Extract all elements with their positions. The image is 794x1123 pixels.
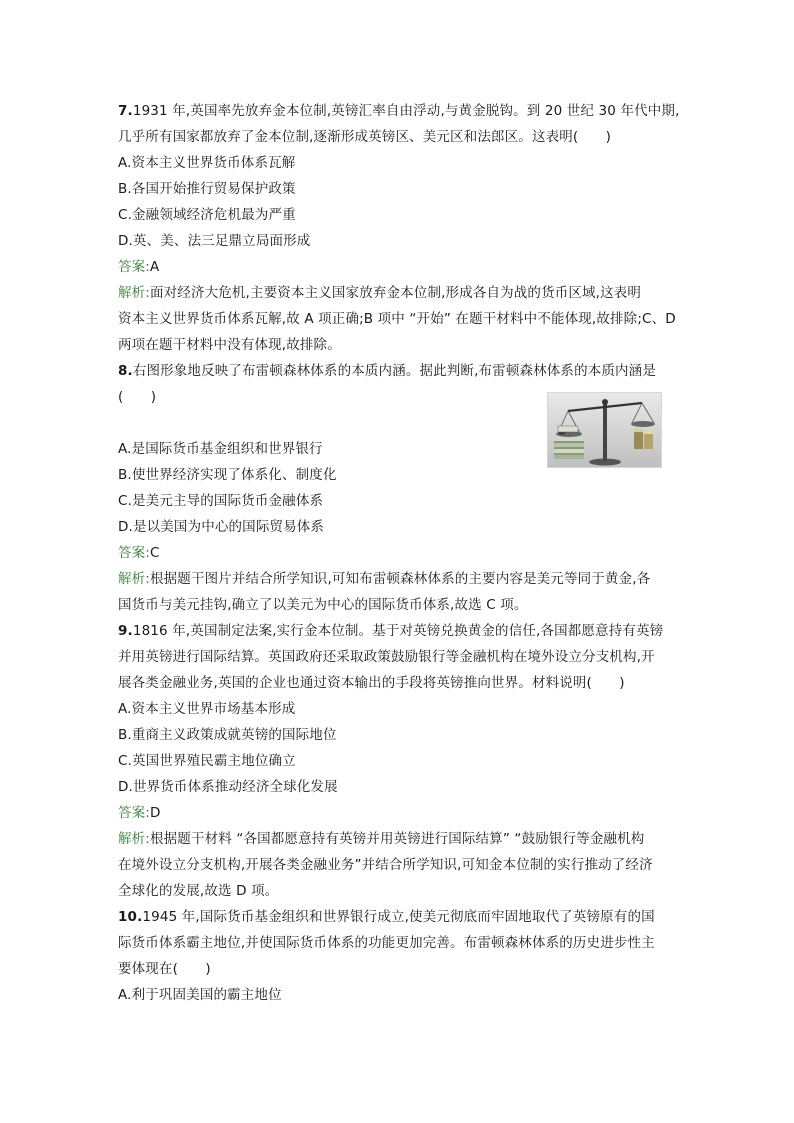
q7-explanation-line-1 [118,280,641,306]
q9-stem-line-2: 并用英镑进行国际结算。英国政府还采取政策鼓励银行等金融机构在境外设立分支机构,开 [118,649,655,665]
q9-option-b: B.重商主义政策成就英镑的国际地位 [118,727,337,743]
q9-option-a: A.资本主义世界市场基本形成 [118,701,296,717]
q8-answer [118,540,160,566]
q9-explanation-text-1: 根据题干材料 “各国都愿意持有英镑并用英镑进行国际结算” “鼓励银行等金融机构 [150,831,645,847]
q9-stem-text-1: 1816 年,英国制定法案,实行金本位制。基于对英镑兑换黄金的信任,各国都愿意持有英镑 [132,623,664,639]
q10-option-a: A.利于巩固美国的霸主地位 [118,987,282,1003]
q10-stem-line-2: 际货币体系霸主地位,并使国际货币体系的功能更加完善。布雷顿森林体系的历史进步性主 [118,935,655,951]
q9-number: 9. [118,623,133,639]
q7-answer-value: A [150,259,160,275]
q8-answer-value: C [150,545,160,561]
q8-option-b: B.使世界经济实现了体系化、制度化 [118,467,337,483]
q9-stem-line-3: 展各类金融业务,英国的企业也通过资本输出的手段将英镑推向世界。材料说明( ) [118,675,625,691]
q7-answer-label: 答案: [118,259,150,275]
q10-stem-line-1 [118,904,655,930]
q7-stem-line-2: 几乎所有国家都放弃了金本位制,逐渐形成英镑区、美元区和法郎区。这表明( ) [118,129,612,145]
q9-answer-value: D [150,805,161,821]
q7-option-a: A.资本主义世界货币体系瓦解 [118,155,296,171]
q7-option-d: D.英、美、法三足鼎立局面形成 [118,233,311,249]
q8-answer-label: 答案: [118,545,150,561]
q9-option-d: D.世界货币体系推动经济全球化发展 [118,779,338,795]
q8-option-c: C.是美元主导的国际货币金融体系 [118,493,324,509]
q7-option-b: B.各国开始推行贸易保护政策 [118,181,296,197]
q8-explanation-line-2: 国货币与美元挂钩,确立了以美元为中心的国际货币体系,故选 C 项。 [118,597,528,613]
q9-stem-line-1 [118,618,663,644]
q8-number: 8. [118,363,133,379]
q10-stem-text-1: 1945 年,国际货币基金组织和世界银行成立,使美元彻底而牢固地取代了英镑原有的国 [142,909,655,925]
q8-stem-line-2: ( ) [118,389,157,405]
q9-explanation-line-1 [118,826,644,852]
q10-stem-line-3: 要体现在( ) [118,961,211,977]
q7-explanation-line-2: 资本主义世界货币体系瓦解,故 A 项正确;B 项中 “开始” 在题干材料中不能体现,故排除;C、D [118,311,676,327]
q7-explanation-label: 解析: [118,285,150,301]
q7-stem-text-1: 1931 年,英国率先放弃金本位制,英镑汇率自由浮动,与黄金脱钩。到 20 世纪 30 年代中期, [132,103,680,119]
balance-scale-image [547,392,662,468]
q8-explanation-text-1: 根据题干图片并结合所学知识,可知布雷顿森林体系的主要内容是美元等同于黄金,各 [150,571,651,587]
q7-answer [118,254,159,280]
q9-option-c: C.英国世界殖民霸主地位确立 [118,753,296,769]
q9-answer [118,800,161,826]
q8-explanation-line-1 [118,566,650,592]
q7-option-c: C.金融领域经济危机最为严重 [118,207,296,223]
q8-stem-line-1 [118,358,656,384]
q8-stem-text-1: 右图形象地反映了布雷顿森林体系的本质内涵。据此判断,布雷顿森林体系的本质内涵是 [132,363,656,379]
q7-number: 7. [118,103,133,119]
q9-explanation-line-2: 在境外设立分支机构,开展各类金融业务”并结合所学知识,可知金本位制的实行推动了经济 [118,857,653,873]
q7-explanation-line-3: 两项在题干材料中没有体现,故排除。 [118,337,341,353]
q8-option-d: D.是以美国为中心的国际贸易体系 [118,519,325,535]
q8-explanation-label: 解析: [118,571,150,587]
q7-explanation-text-1: 面对经济大危机,主要资本主义国家放弃金本位制,形成各自为战的货币区域,这表明 [150,285,642,301]
q9-explanation-label: 解析: [118,831,150,847]
q9-explanation-line-3: 全球化的发展,故选 D 项。 [118,883,279,899]
q10-number: 10. [118,909,143,925]
q8-option-a: A.是国际货币基金组织和世界银行 [118,441,323,457]
q7-stem-line-1 [118,98,680,124]
q9-answer-label: 答案: [118,805,150,821]
